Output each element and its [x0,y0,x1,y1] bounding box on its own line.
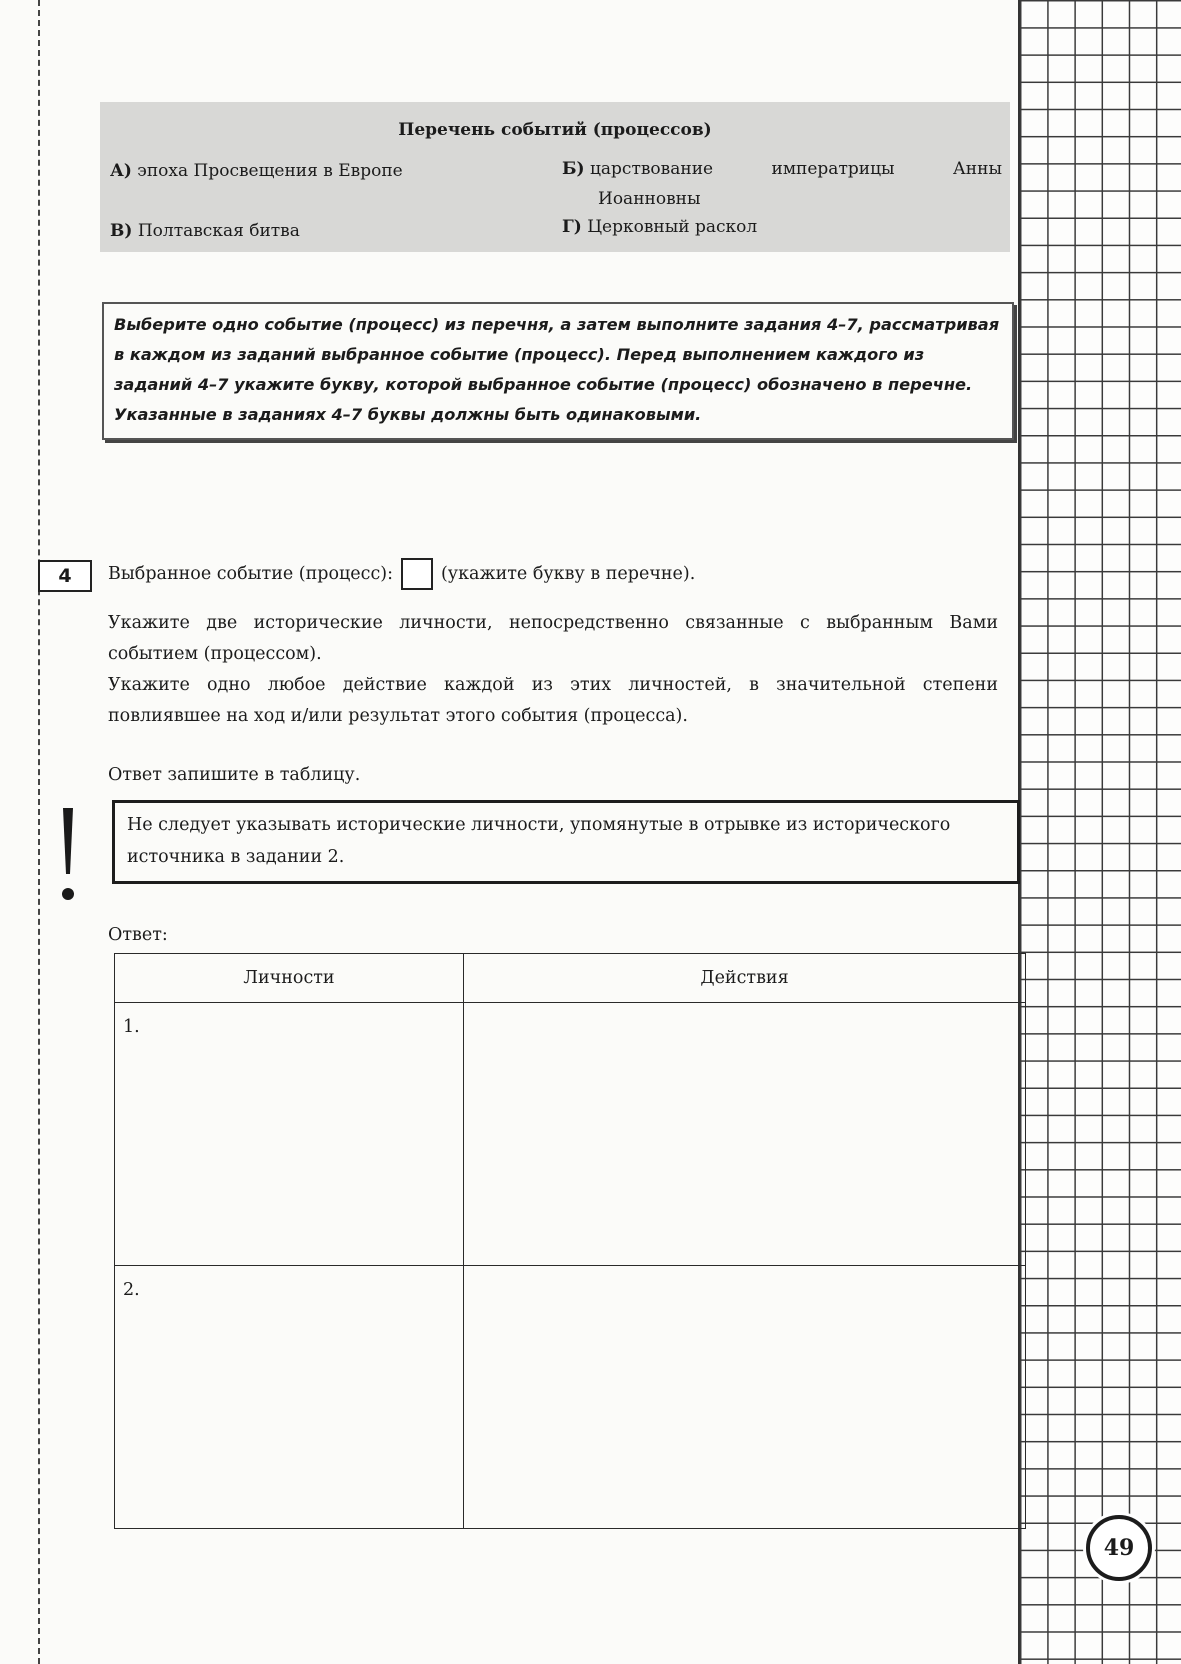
table-header-persons: Личности [115,954,464,1003]
answer-cell-person[interactable] [115,1266,464,1529]
event-text-word: царствование [589,159,714,179]
event-text-word: императрицы [771,159,895,179]
event-g [562,212,757,242]
page-number: 49 [1086,1515,1152,1581]
task-paragraph-2: Укажите одно любое действие каждой из этих личностей, в значительной степени повлиявшее на ход и/или результат этого события (процесса). [108,675,998,726]
task-paragraph-1: Укажите две исторические личности, непосредственно связанные с выбранным Вами событием (процессом). [108,613,998,664]
exclamation-icon [60,808,76,908]
event-letter: Г) [562,217,582,237]
row-number: 1. [123,1017,140,1037]
answer-cell-action[interactable] [464,1003,1026,1266]
chosen-event-line [108,558,695,590]
chosen-prefix: Выбранное событие (процесс): [108,564,393,584]
answer-grid-margin [1018,0,1181,1664]
events-title: Перечень событий (процессов) [398,120,712,140]
task-paragraph-3: Ответ запишите в таблицу. [108,765,361,785]
letter-answer-box[interactable] [401,558,433,590]
event-letter: Б) [562,159,585,179]
answer-table [114,953,1026,1529]
event-letter: А) [110,161,132,181]
event-text: Полтавская битва [137,221,300,241]
table-row [115,1266,1026,1529]
answer-label: Ответ: [108,925,168,945]
table-row [115,1003,1026,1266]
cut-line [38,0,40,1664]
event-text: Церковный раскол [587,217,758,237]
answer-cell-action[interactable] [464,1266,1026,1529]
event-letter: В) [110,221,133,241]
event-a [110,156,403,186]
note-box: Не следует указывать исторические личности, упомянутые в отрывке из исторического источника в задании 2. [112,800,1020,884]
event-text: эпоха Просвещения в Европе [137,161,403,181]
event-v [110,216,300,246]
event-text-line2: Иоанновны [598,189,701,209]
task-number: 4 [38,560,92,592]
table-header-actions: Действия [464,954,1026,1003]
table-header-row [115,954,1026,1003]
events-list-box [100,102,1010,252]
chosen-suffix: (укажите букву в перечне). [440,564,696,584]
row-number: 2. [123,1280,140,1300]
event-text-word: Анны [952,159,1002,179]
instruction-box: Выберите одно событие (процесс) из перечня, а затем выполните задания 4–7, рассматривая в каждом из заданий выбранное событие (процесс). Перед выполнением каждого из заданий 4–7 укажите букву, которой выбранное событие (процесс) обозначено в перечне. Указанные в заданиях 4–7 буквы должны быть одинаковыми. [102,302,1014,440]
answer-cell-person[interactable] [115,1003,464,1266]
event-b [562,154,1002,214]
